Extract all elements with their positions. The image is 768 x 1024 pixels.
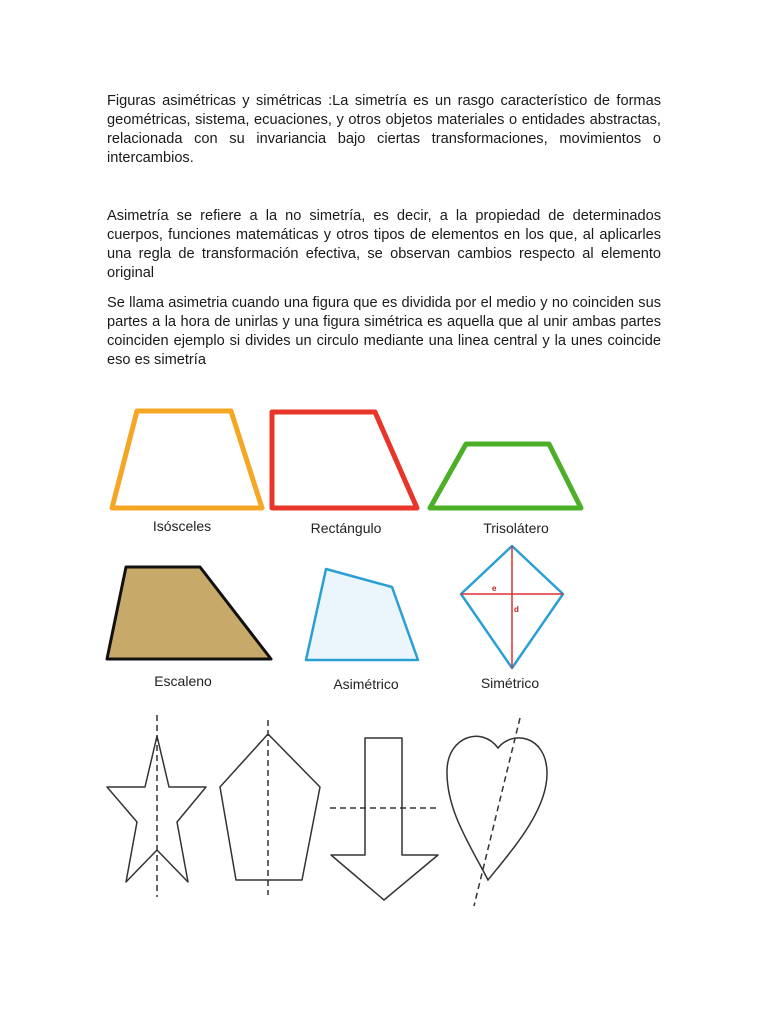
arrow-shape: [331, 738, 438, 900]
heart-with-axis: [447, 718, 547, 906]
trisolatero-trapezoid-shape: [430, 444, 581, 508]
isosceles-trapezoid-shape: [112, 411, 262, 508]
heart-shape: [447, 736, 547, 880]
escaleno-trapezoid-shape: [107, 567, 271, 659]
label-simetrico: Simétrico: [480, 675, 540, 691]
rectangulo-trapezoid-shape: [272, 412, 417, 508]
label-rectangulo: Rectángulo: [310, 520, 382, 536]
label-isosceles: Isósceles: [152, 518, 212, 534]
pentagon-shape: [220, 734, 320, 880]
simetrico-rhombus-group: [461, 546, 563, 668]
axis-label-e: e: [492, 584, 497, 593]
axis-label-d: d: [514, 605, 519, 614]
label-trisolatero: Trisolátero: [483, 520, 549, 536]
paragraph-asimetria-explicacion: Se llama asimetria cuando una figura que es dividida por el medio y no coinciden sus partes a la hora de unirlas y una figura simétrica es aquella que al unir ambas partes coinciden ejemplo si divides un circulo mediante una linea central y la unes coincide eso es simetría: [107, 295, 661, 368]
paragraph-asimetria-definicion: Asimetría se refiere a la no simetría, es decir, a la propiedad de determinados cuerpos, funciones matemáticas y otros tipos de elementos en los que, al aplicarles una regla de transformación efectiva, se observan cambios respecto al elemento original: [107, 208, 661, 281]
star-with-axis: [107, 715, 206, 897]
paragraph-intro-simetria: Figuras asimétricas y simétricas :La simetría es un rasgo característico de formas geométricas, sistema, ecuaciones, y otros objetos materiales o entidades abstractas, relacionada con su invariancia bajo ciertas transformaciones, movimientos o intercambios.: [107, 93, 661, 166]
arrow-with-axis: [330, 738, 440, 900]
asimetrico-quadrilateral-shape: [306, 569, 418, 660]
pentagon-with-axis: [220, 720, 320, 895]
label-asimetrico: Asimétrico: [333, 676, 399, 692]
label-escaleno: Escaleno: [154, 673, 212, 689]
